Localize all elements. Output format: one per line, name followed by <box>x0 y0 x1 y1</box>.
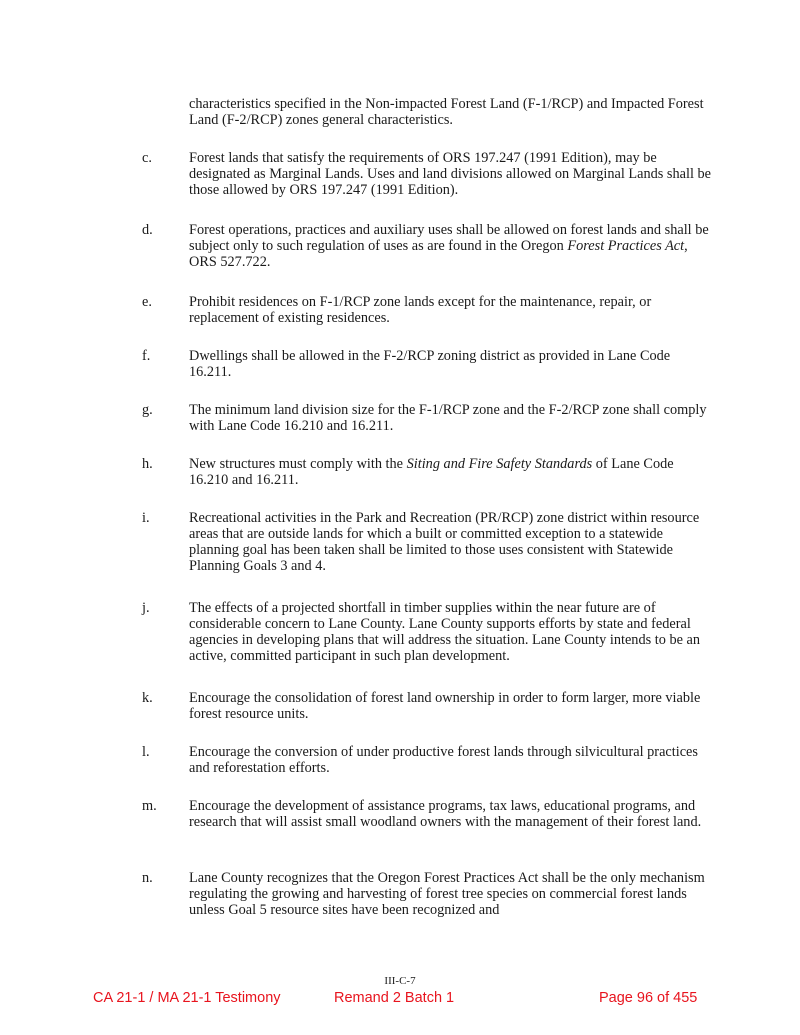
item-text: Lane County recognizes that the Oregon Forest Practices Act shall be the only mechanism regulating the growing and harvesting of forest tree species on commercial forest lands unless Goal 5 resource sites have been recognized and <box>189 870 705 918</box>
footer-page-count: Page 96 of 455 <box>599 990 698 1006</box>
item-letter: e. <box>142 294 152 310</box>
item-letter: i. <box>142 510 150 526</box>
item-text: Dwellings shall be allowed in the F-2/RCP zoning district as provided in Lane Code 16.211. <box>189 348 671 380</box>
item-letter: n. <box>142 870 153 886</box>
item-text: Encourage the conversion of under productive forest lands through silvicultural practices and reforestation efforts. <box>189 744 698 776</box>
item-text: The minimum land division size for the F-1/RCP zone and the F-2/RCP zone shall comply with Lane Code 16.210 and 16.211. <box>189 402 707 434</box>
item-letter: h. <box>142 456 153 472</box>
item-letter: c. <box>142 150 152 166</box>
item-text: The effects of a projected shortfall in timber supplies within the near future are of considerable concern to Lane County. Lane County supports efforts by state and federal agencies in developing plans that will address the situation. Lane County intends to be an active, committed participant in such plan development. <box>189 600 701 664</box>
item-letter: l. <box>142 744 150 760</box>
intro-paragraph: characteristics specified in the Non-impacted Forest Land (F-1/RCP) and Impacted Forest Land (F-2/RCP) zones general characteristics. <box>189 96 704 128</box>
item-letter: j. <box>142 600 150 616</box>
item-text: Encourage the consolidation of forest land ownership in order to form larger, more viable forest resource units. <box>189 690 701 722</box>
standards-title: Siting and Fire Safety Standards <box>406 456 593 472</box>
act-title: Forest Practices Act <box>567 238 685 254</box>
item-letter: d. <box>142 222 153 238</box>
item-letter: m. <box>142 798 157 814</box>
footer-testimony-label: CA 21-1 / MA 21-1 Testimony <box>93 990 281 1006</box>
item-text: Encourage the development of assistance programs, tax laws, educational programs, and research that will assist small woodland owners with the management of their forest land. <box>189 798 702 830</box>
footer-batch-label: Remand 2 Batch 1 <box>334 990 455 1006</box>
item-text: New structures must comply with the Siting and Fire Safety Standards of Lane Code 16.210 and 16.211. <box>189 456 674 488</box>
item-text: Forest operations, practices and auxiliary uses shall be allowed on forest lands and shall be subject only to such regulation of uses as are found in the Oregon Forest Practices Act, ORS 527.722. <box>189 222 709 270</box>
item-text: Recreational activities in the Park and Recreation (PR/RCP) zone district within resource areas that are outside lands for which a built or committed exception to a statewide planning goal has been taken shall be limited to those uses consistent with Statewide Planning Goals 3 and 4. <box>189 510 700 574</box>
item-text: Forest lands that satisfy the requirements of ORS 197.247 (1991 Edition), may be designated as Marginal Lands. Uses and land divisions allowed on Marginal Lands shall be those allowed by ORS 197.247 (1991 Edition). <box>189 150 712 198</box>
item-letter: g. <box>142 402 153 418</box>
page-number: III-C-7 <box>384 975 416 987</box>
item-letter: k. <box>142 690 153 706</box>
item-text: Prohibit residences on F-1/RCP zone lands except for the maintenance, repair, or replacement of existing residences. <box>189 294 652 326</box>
item-letter: f. <box>142 348 151 364</box>
